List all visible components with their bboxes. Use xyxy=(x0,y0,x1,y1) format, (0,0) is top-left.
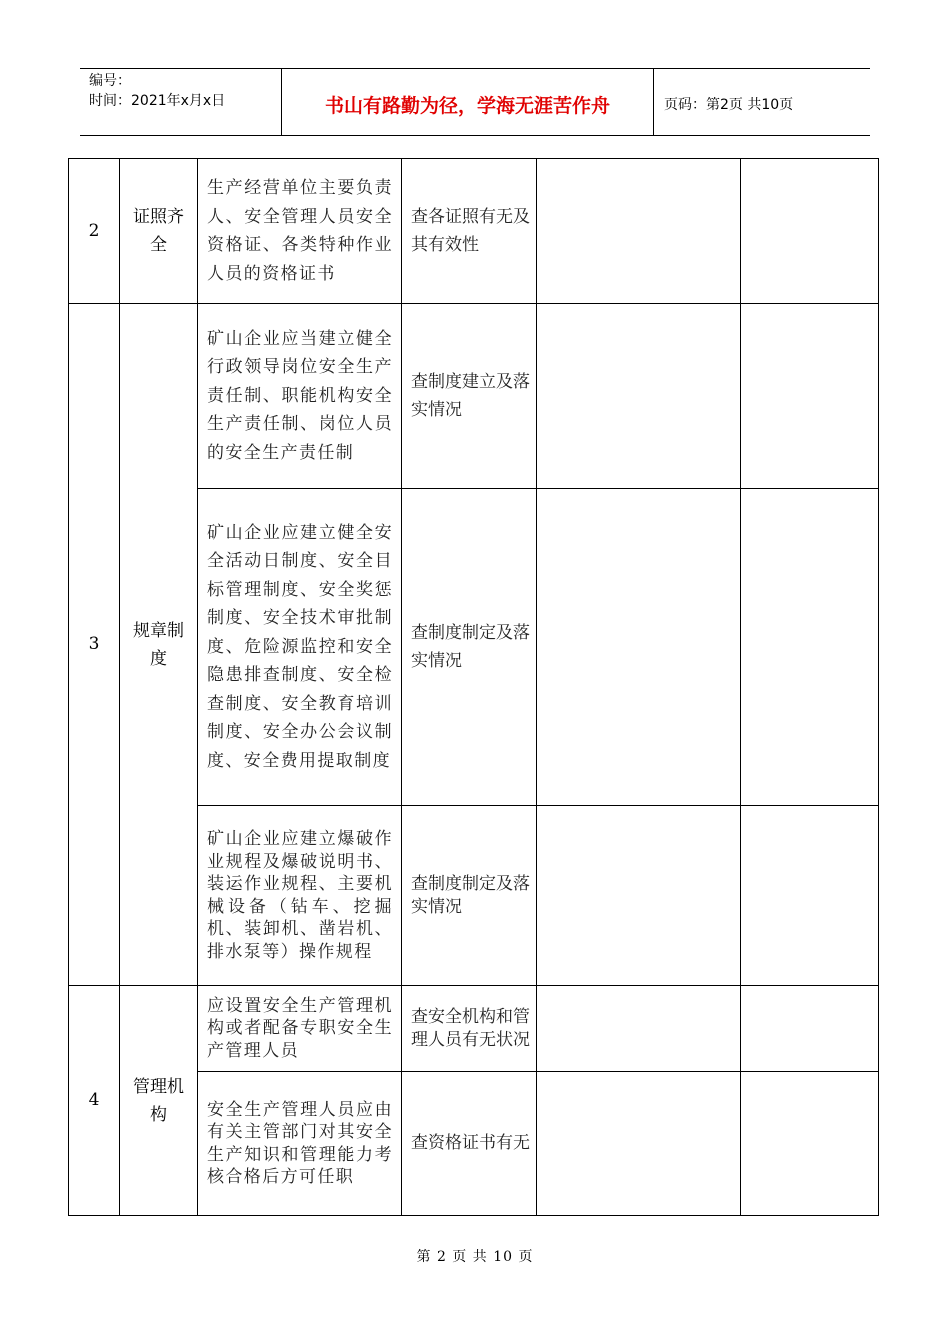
result-cell xyxy=(537,159,741,304)
inspection-table xyxy=(68,158,879,1216)
remark-cell xyxy=(741,304,879,489)
check-method: 查资格证书有无 xyxy=(402,1072,537,1216)
check-method: 查安全机构和管理人员有无状况 xyxy=(402,986,537,1072)
table-row xyxy=(69,986,879,1072)
check-method: 查制度制定及落实情况 xyxy=(402,806,537,986)
result-cell xyxy=(537,986,741,1072)
item-name: 规章制度 xyxy=(120,304,198,986)
result-cell xyxy=(537,806,741,986)
page-footer: 第 2 页 共 10 页 xyxy=(416,1249,534,1265)
check-method: 查制度建立及落实情况 xyxy=(402,304,537,489)
table-row xyxy=(69,159,879,304)
check-method: 查各证照有无及其有效性 xyxy=(402,159,537,304)
check-content: 生产经营单位主要负责人、安全管理人员安全资格证、各类特种作业人员的资格证书 xyxy=(198,159,402,304)
item-name: 证照齐全 xyxy=(120,159,198,304)
page-header xyxy=(80,68,870,136)
header-page-info: 页码：第2页 共10页 xyxy=(664,97,794,113)
check-content: 应设置安全生产管理机构或者配备专职安全生产管理人员 xyxy=(198,986,402,1072)
check-method: 查制度制定及落实情况 xyxy=(402,489,537,806)
remark-cell xyxy=(741,159,879,304)
check-content: 安全生产管理人员应由有关主管部门对其安全生产知识和管理能力考核合格后方可任职 xyxy=(198,1072,402,1216)
time-label: 时间：2021年x月x日 xyxy=(89,93,226,109)
item-number: 2 xyxy=(69,159,120,304)
remark-cell xyxy=(741,806,879,986)
remark-cell xyxy=(741,986,879,1072)
header-motto: 书山有路勤为径，学海无涯苦作舟 xyxy=(282,69,654,135)
check-content: 矿山企业应建立健全安全活动日制度、安全目标管理制度、安全奖惩制度、安全技术审批制度、危险源监控和安全隐患排查制度、安全检查制度、安全教育培训制度、安全办公会议制度、安全费用提取制度 xyxy=(198,489,402,806)
result-cell xyxy=(537,489,741,806)
check-content: 矿山企业应当建立健全行政领导岗位安全生产责任制、职能机构安全生产责任制、岗位人员的安全生产责任制 xyxy=(198,304,402,489)
header-meta xyxy=(80,69,282,135)
item-number: 4 xyxy=(69,986,120,1216)
item-number: 3 xyxy=(69,304,120,986)
result-cell xyxy=(537,1072,741,1216)
code-label: 编号： xyxy=(89,73,131,89)
result-cell xyxy=(537,304,741,489)
item-name: 管理机构 xyxy=(120,986,198,1216)
remark-cell xyxy=(741,489,879,806)
table-row xyxy=(69,304,879,489)
remark-cell xyxy=(741,1072,879,1216)
check-content: 矿山企业应建立爆破作业规程及爆破说明书、装运作业规程、主要机械设备（钻车、挖掘机、装卸机、凿岩机、排水泵等）操作规程 xyxy=(198,806,402,986)
